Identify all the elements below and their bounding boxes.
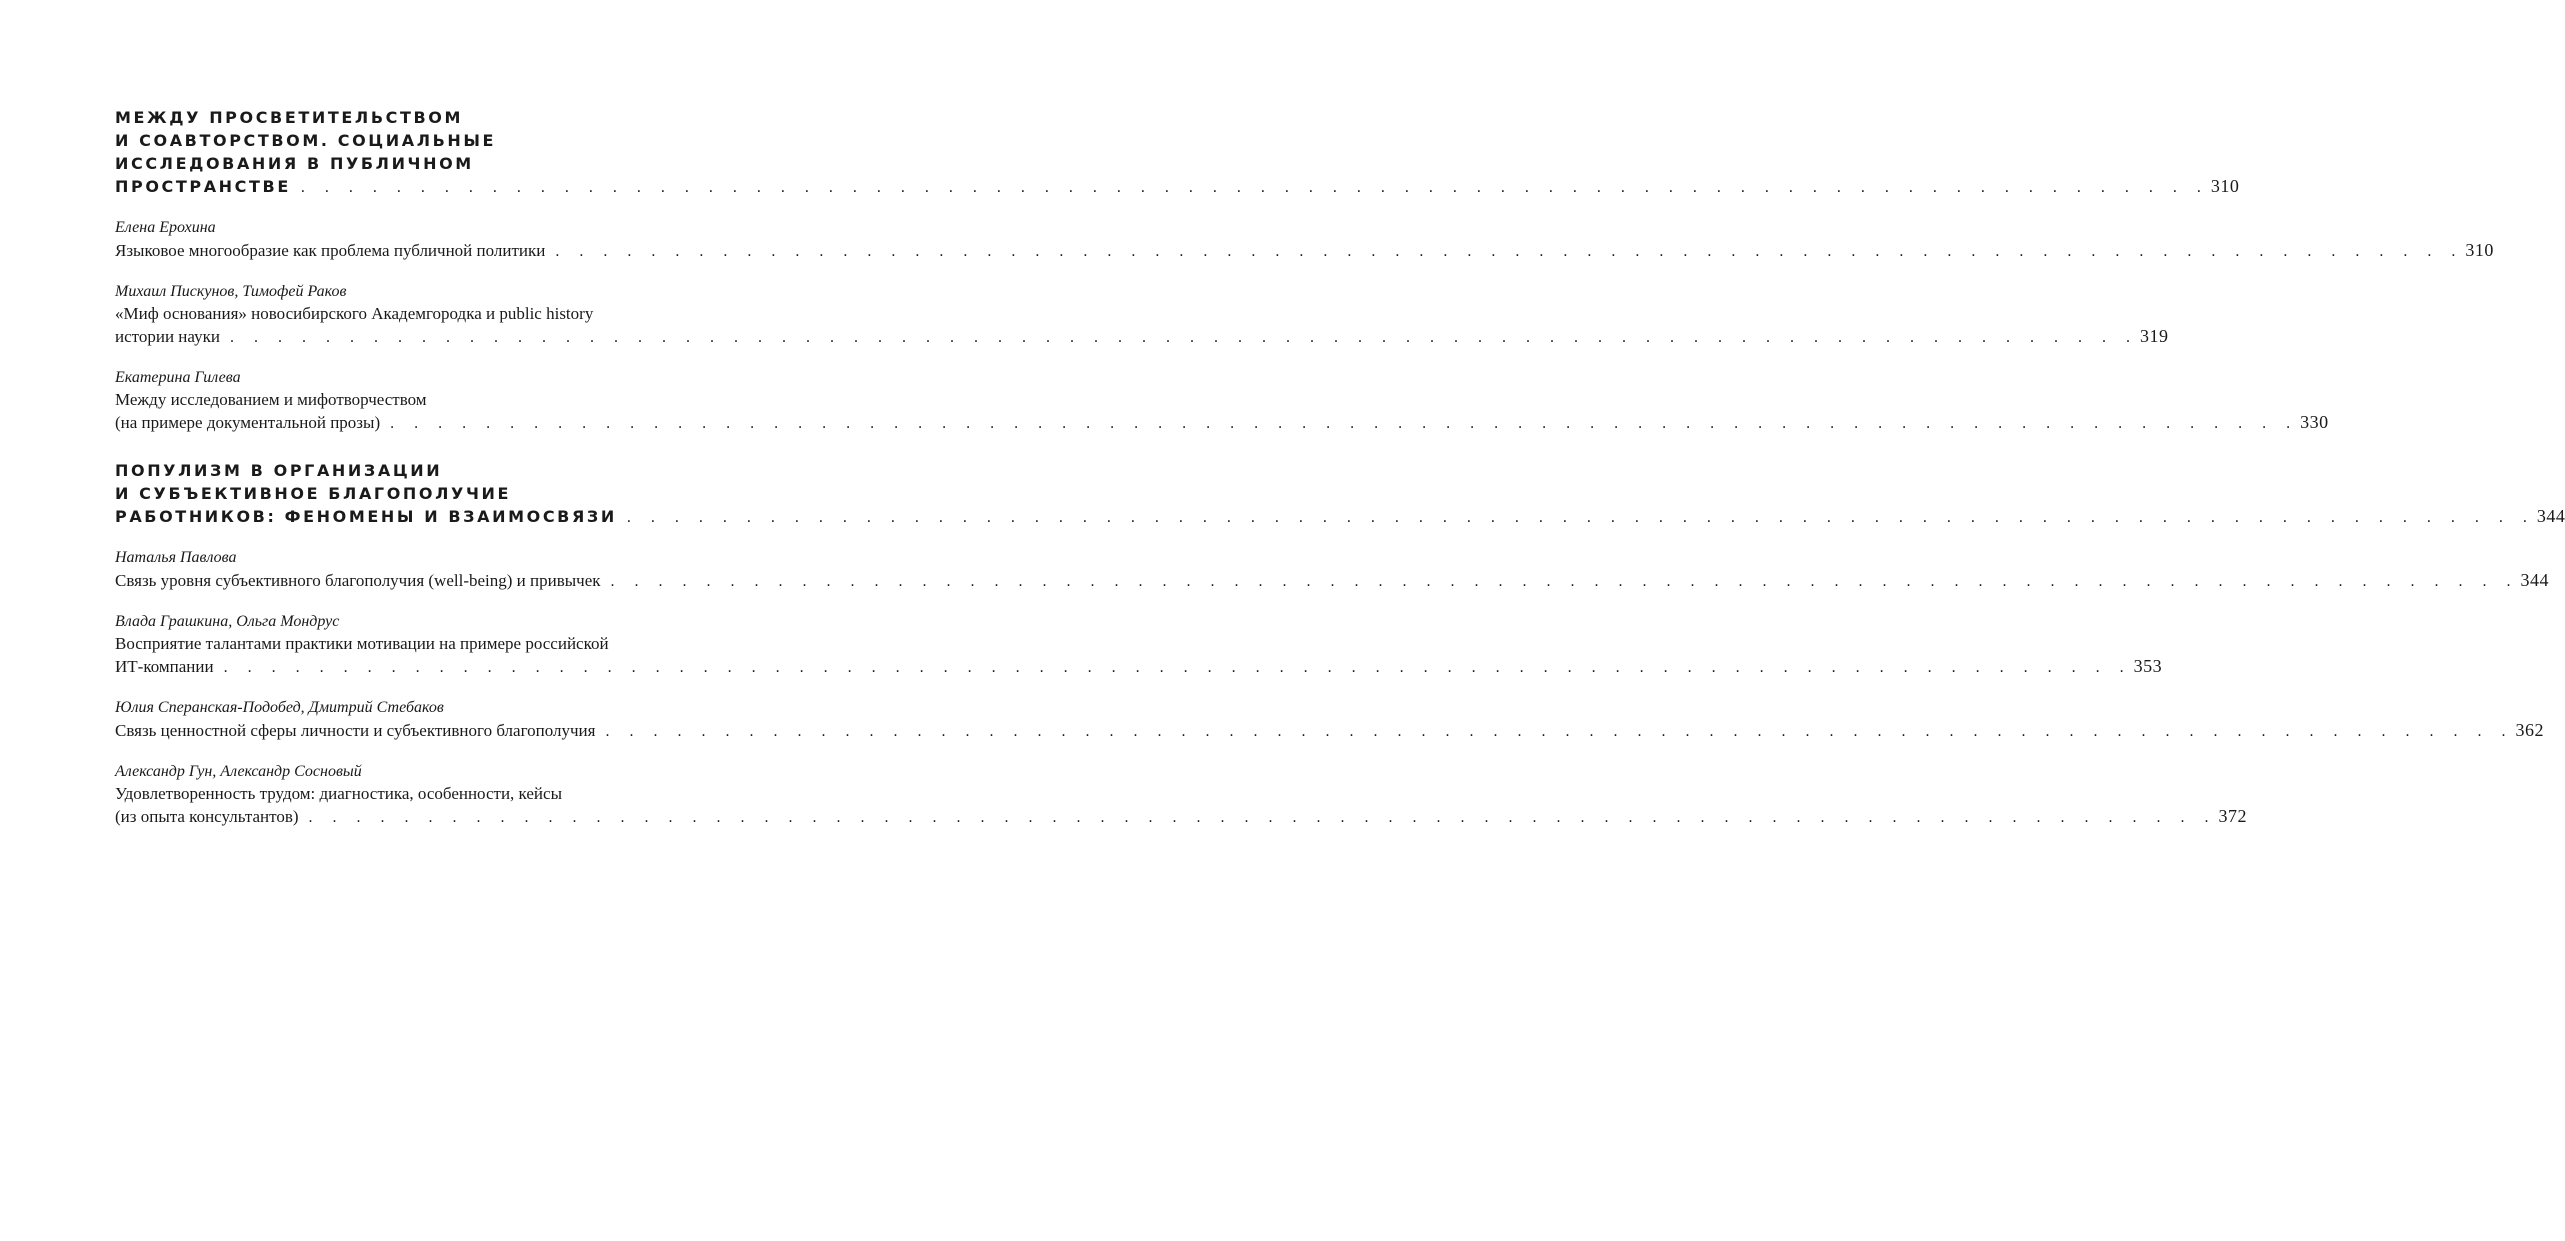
leader-row	[115, 239, 2494, 263]
entry-title-line: (на примере документальной прозы)	[115, 413, 381, 432]
leader-row	[115, 719, 2544, 743]
entry-title-line: Восприятие талантами практики мотивации на примере российской	[115, 634, 609, 653]
section-title-line: РАБОТНИКОВ: ФЕНОМЕНЫ И ВЗАИМОСВЯЗИ	[115, 507, 617, 526]
toc-section	[115, 459, 2565, 829]
entry-author: Наталья Павлова	[115, 549, 237, 566]
leader-row	[115, 175, 2240, 199]
leader-row	[115, 655, 2163, 679]
entry-author: Елена Ерохина	[115, 219, 216, 236]
section-title-line: И СОАВТОРСТВОМ. СОЦИАЛЬНЫЕ	[115, 131, 497, 150]
section-title	[115, 459, 2565, 529]
section-title-line: ПРОСТРАНСТВЕ	[115, 177, 291, 196]
entry-author: Александр Гун, Александр Сосновый	[115, 763, 362, 780]
dot-leader: . . . . . . . . . . . . . . . . . . . . . . . . . . . . . . . . . . . . . . . . . . . . . . . . . . . . . . . . . . . . . . . . . . . . . . . . . . . . . . . .	[223, 659, 2132, 676]
page-number: 362	[2515, 720, 2544, 740]
toc-entry	[115, 697, 2544, 743]
page-number: 344	[2520, 570, 2550, 590]
entry-title-line: Между исследованием и мифотворчеством	[115, 390, 427, 409]
entry-author: Михаил Пискунов, Тимофей Раков	[115, 283, 347, 300]
section-title-line: МЕЖДУ ПРОСВЕТИТЕЛЬСТВОМ	[115, 108, 463, 127]
entry-title-line: (из опыта консультантов)	[115, 807, 299, 826]
leader-row	[115, 411, 2329, 435]
leader-row	[115, 805, 2248, 829]
page-number: 330	[2300, 412, 2329, 432]
entry-title-line: истории науки	[115, 327, 220, 346]
entry-title-line: Языковое многообразие как проблема публичной политики	[115, 241, 546, 260]
toc-entry	[115, 217, 2494, 263]
entry-title-line: Связь ценностной сферы личности и субъективного благополучия	[115, 721, 596, 740]
dot-leader: . . . . . . . . . . . . . . . . . . . . . . . . . . . . . . . . . . . . . . . . . . . . . . . . . . . . . . . . . . . . . . . . . . . . . . . . . . . . . . . .	[300, 179, 2209, 196]
page-number: 344	[2536, 506, 2565, 526]
entry-author: Екатерина Гилева	[115, 369, 241, 386]
dot-leader: . . . . . . . . . . . . . . . . . . . . . . . . . . . . . . . . . . . . . . . . . . . . . . . . . . . . . . . . . . . . . . . . . . . . . . . . . . . . . . . .	[610, 573, 2519, 590]
toc-entry	[115, 611, 2163, 679]
dot-leader: . . . . . . . . . . . . . . . . . . . . . . . . . . . . . . . . . . . . . . . . . . . . . . . . . . . . . . . . . . . . . . . . . . . . . . . . . . . . . . . .	[626, 509, 2535, 526]
toc-entry	[115, 547, 2550, 593]
page-number: 353	[2133, 656, 2163, 676]
leader-row	[115, 325, 2169, 349]
entry-title-line: Связь уровня субъективного благополучия (well-being) и привычек	[115, 571, 601, 590]
dot-leader: . . . . . . . . . . . . . . . . . . . . . . . . . . . . . . . . . . . . . . . . . . . . . . . . . . . . . . . . . . . . . . . . . . . . . . . . . . . . . . . .	[605, 723, 2514, 740]
leader-row	[115, 569, 2550, 593]
dot-leader: . . . . . . . . . . . . . . . . . . . . . . . . . . . . . . . . . . . . . . . . . . . . . . . . . . . . . . . . . . . . . . . . . . . . . . . . . . . . . . . .	[555, 243, 2464, 260]
toc-section	[115, 106, 2494, 435]
section-title-line: ПОПУЛИЗМ В ОРГАНИЗАЦИИ	[115, 461, 443, 480]
toc-entry	[115, 761, 2248, 829]
table-of-contents	[115, 106, 2565, 853]
dot-leader: . . . . . . . . . . . . . . . . . . . . . . . . . . . . . . . . . . . . . . . . . . . . . . . . . . . . . . . . . . . . . . . . . . . . . . . . . . . . . . . .	[308, 809, 2217, 826]
page-number: 372	[2218, 806, 2248, 826]
entry-title-line: «Миф основания» новосибирского Академгородка и public history	[115, 304, 594, 323]
page-number: 310	[2210, 176, 2240, 196]
entry-author: Юлия Сперанская-Подобед, Дмитрий Стебаков	[115, 699, 444, 716]
leader-row	[115, 505, 2565, 529]
entry-title-line: ИТ-компании	[115, 657, 214, 676]
entry-author: Влада Грашкина, Ольга Мондрус	[115, 613, 340, 630]
page-number: 310	[2465, 240, 2494, 260]
toc-entry	[115, 281, 2169, 349]
dot-leader: . . . . . . . . . . . . . . . . . . . . . . . . . . . . . . . . . . . . . . . . . . . . . . . . . . . . . . . . . . . . . . . . . . . . . . . . . . . . . . . .	[390, 415, 2299, 432]
page-number: 319	[2139, 326, 2169, 346]
section-title-line: ИССЛЕДОВАНИЯ В ПУБЛИЧНОМ	[115, 154, 474, 173]
entry-title-line: Удовлетворенность трудом: диагностика, особенности, кейсы	[115, 784, 562, 803]
toc-entry	[115, 367, 2329, 435]
section-title-line: И СУБЪЕКТИВНОЕ БЛАГОПОЛУЧИЕ	[115, 484, 511, 503]
dot-leader: . . . . . . . . . . . . . . . . . . . . . . . . . . . . . . . . . . . . . . . . . . . . . . . . . . . . . . . . . . . . . . . . . . . . . . . . . . . . . . . .	[229, 329, 2138, 346]
section-title	[115, 106, 2240, 199]
